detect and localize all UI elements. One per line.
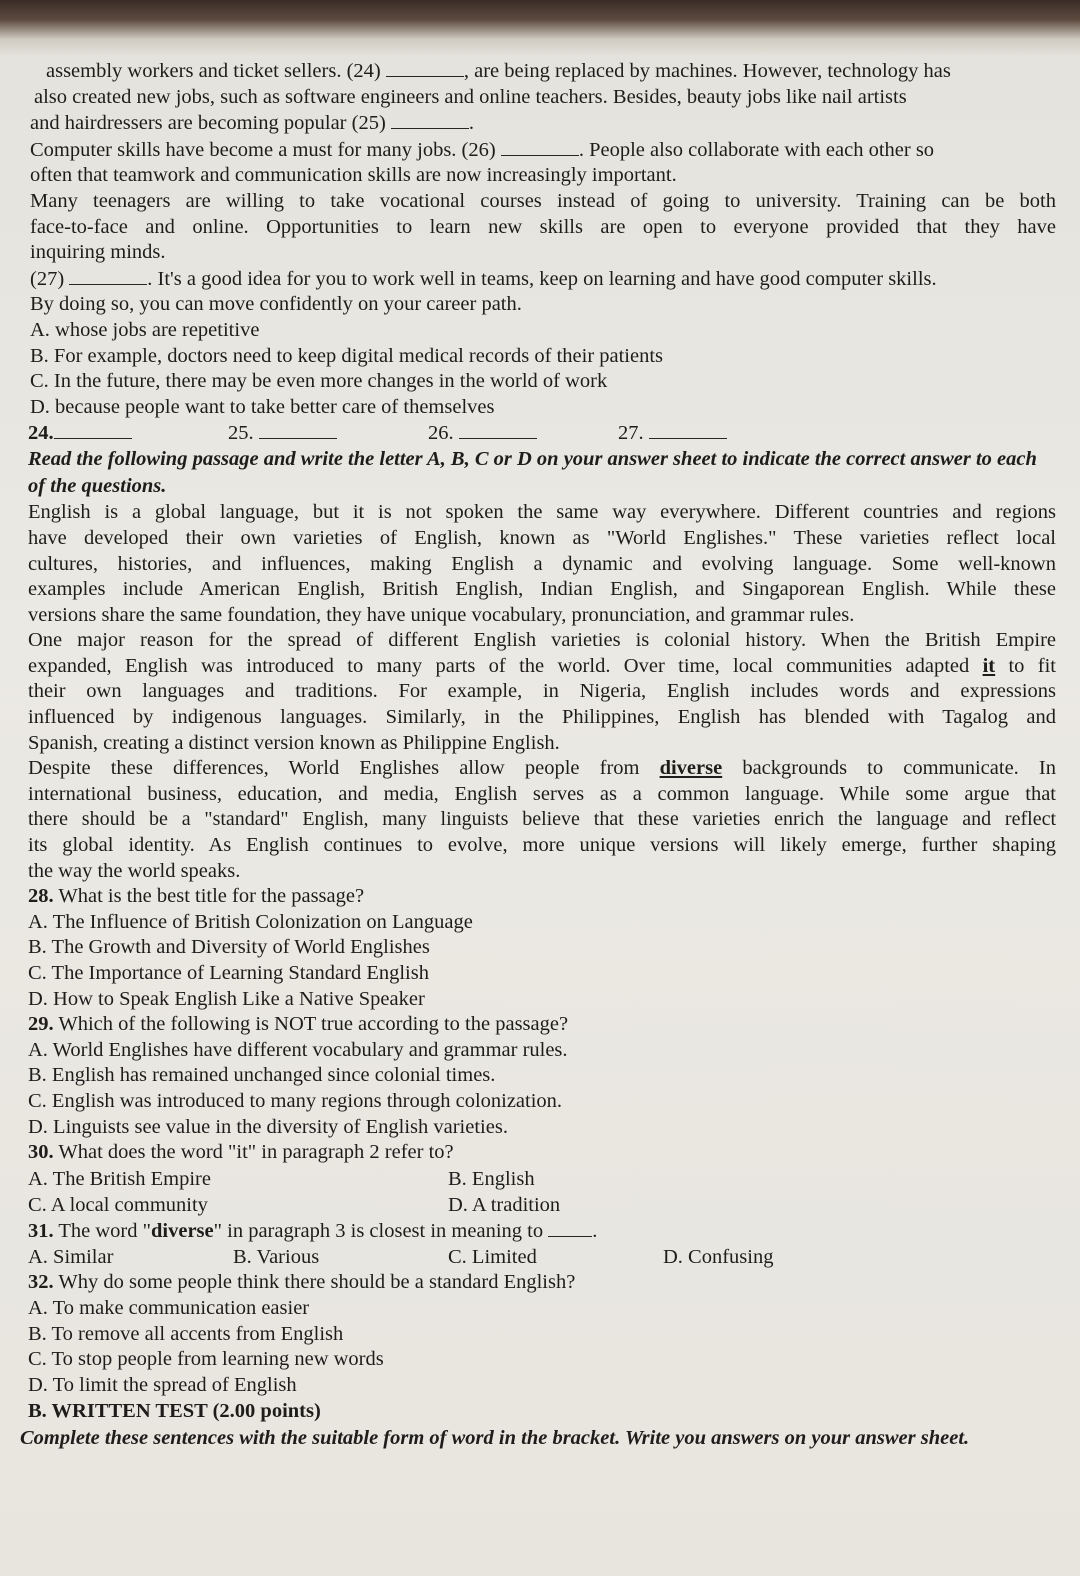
option-a[interactable]: A. Similar	[28, 1246, 114, 1269]
passage-line: face-to-face and online. Opportunities to learn new skills are open to everyone provided that they have	[30, 215, 1056, 238]
option-a[interactable]: A. To make communication easier	[28, 1296, 310, 1319]
underlined-word: it	[982, 654, 996, 677]
passage-line: Spanish, creating a distinct version known as Philippine English.	[28, 731, 560, 754]
option-b[interactable]: B. The Growth and Diversity of World Englishes	[28, 936, 430, 959]
passage-line: inquiring minds.	[30, 241, 166, 264]
option-d[interactable]: D. How to Speak English Like a Native Speaker	[28, 987, 425, 1010]
option-row	[28, 1244, 1056, 1270]
answer-blank-27[interactable]	[69, 266, 147, 285]
fill-option-c[interactable]: C. In the future, there may be even more changes in the world of work	[30, 370, 608, 393]
option-c[interactable]: C. English was introduced to many regions through colonization.	[28, 1089, 563, 1112]
fill-option-a[interactable]: A. whose jobs are repetitive	[30, 318, 260, 341]
question-30	[20, 1140, 1056, 1218]
passage-line: have developed their own varieties of English, known as "World Englishes." These varieties reflect local	[28, 526, 1056, 549]
passage-line	[28, 756, 1056, 782]
passage-line: there should be a "standard" English, many linguists believe that these varieties enrich the language and reflect	[28, 808, 1056, 831]
option-c[interactable]: C. The Importance of Learning Standard English	[28, 962, 429, 984]
reading-passage	[20, 500, 1056, 884]
passage-line	[28, 654, 1056, 680]
answer-input-25[interactable]	[259, 420, 337, 439]
option-c[interactable]: C. To stop people from learning new words	[28, 1348, 384, 1371]
underlined-word: diverse	[659, 757, 723, 780]
option-b[interactable]: B. Various	[233, 1246, 320, 1269]
answer-line: 24. 25. 26. 27.	[20, 420, 1056, 446]
passage-line: also created new jobs, such as software engineers and online teachers. Besides, beauty jobs like nail artists	[34, 85, 907, 108]
option-c[interactable]: C. Limited	[448, 1246, 537, 1269]
option-b[interactable]: B. English has remained unchanged since colonial times.	[28, 1064, 496, 1087]
reading-instruction: Read the following passage and write the letter A, B, C or D on your answer sheet to indicate the correct answer to each of the questions.	[28, 448, 1037, 498]
answer-blank-25[interactable]	[391, 110, 469, 129]
passage-text: backgrounds to communicate. In	[722, 757, 1056, 780]
passage-line-part	[28, 757, 1056, 779]
answer-input-27[interactable]	[649, 420, 727, 439]
question-stem: 31. The word "diverse" in paragraph 3 is closest in meaning to .	[28, 1219, 598, 1242]
fill-options	[20, 318, 1056, 420]
fill-option-b[interactable]: B. For example, doctors need to keep digital medical records of their patients	[30, 344, 664, 367]
answer-blank-31[interactable]	[548, 1218, 592, 1237]
option-a[interactable]: A. World Englishes have different vocabulary and grammar rules.	[28, 1038, 568, 1061]
question-stem: 32. Why do some people think there should be a standard English?	[28, 1271, 576, 1294]
passage-line: their own languages and traditions. For example, in Nigeria, English includes words and expressions	[28, 680, 1056, 703]
fill-option-d[interactable]: D. because people want to take better care of themselves	[30, 395, 495, 418]
passage-line-part	[28, 655, 1056, 677]
answer-blank-26[interactable]	[501, 137, 579, 156]
answer-input-24[interactable]	[54, 420, 132, 439]
option-row	[28, 1166, 1056, 1192]
passage-line: assembly workers and ticket sellers. (24) , are being replaced by machines. However, technology has	[46, 60, 951, 82]
question-32	[20, 1270, 1056, 1398]
passage-line: English is a global language, but it is not spoken the same way everywhere. Different countries and regions	[28, 501, 1056, 524]
option-d[interactable]: D. A tradition	[448, 1193, 561, 1216]
passage-line: international business, education, and media, English serves as a common language. While some argue that	[28, 782, 1056, 805]
question-31	[20, 1218, 1056, 1271]
passage-line: influenced by indigenous languages. Similarly, in the Philippines, English has blended with Tagalog and	[28, 706, 1056, 729]
answer-input-26[interactable]	[459, 420, 537, 439]
passage-text: to fit	[995, 654, 1056, 677]
section-b-instruction: Complete these sentences with the suitable form of word in the bracket. Write you answers on your answer sheet.	[20, 1427, 970, 1450]
question-28	[20, 884, 1056, 1012]
question-stem: 29. Which of the following is NOT true according to the passage?	[28, 1013, 569, 1036]
option-b[interactable]: B. To remove all accents from English	[28, 1322, 344, 1345]
question-29	[20, 1012, 1056, 1140]
passage-text: Despite these differences, World Englishes allow people from	[28, 757, 660, 780]
passage-line: the way the world speaks.	[28, 859, 241, 882]
passage-line: Many teenagers are willing to take vocational courses instead of going to university. Training can be both	[30, 189, 1056, 212]
passage-line: (27) . It's a good idea for you to work well in teams, keep on learning and have good computer skills.	[30, 267, 937, 290]
option-d[interactable]: D. To limit the spread of English	[28, 1373, 297, 1396]
passage-line: cultures, histories, and influences, making English a dynamic and evolving language. Some well-known	[28, 552, 1056, 575]
option-d[interactable]: D. Linguists see value in the diversity of English varieties.	[28, 1115, 508, 1138]
passage-line: Computer skills have become a must for many jobs. (26) . People also collaborate with each other so	[30, 138, 935, 161]
option-a[interactable]: A. The British Empire	[28, 1167, 211, 1190]
question-stem: 30. What does the word "it" in paragraph 2 refer to?	[28, 1141, 454, 1164]
answer-blank-24[interactable]	[386, 58, 464, 77]
passage-line: One major reason for the spread of different English varieties is colonial history. When the British Empire	[28, 629, 1056, 652]
option-d[interactable]: D. Confusing	[663, 1246, 774, 1269]
option-b[interactable]: B. English	[448, 1167, 535, 1190]
passage-text: expanded, English was introduced to many parts of the world. Over time, local communities adapted	[28, 654, 983, 677]
gap-fill-passage	[20, 58, 1056, 318]
passage-line: and hairdressers are becoming popular (25) .	[30, 112, 475, 135]
option-row	[28, 1192, 1056, 1218]
passage-line: its global identity. As English continues to evolve, more unique versions will likely emerge, further shaping	[28, 834, 1056, 857]
option-a[interactable]: A. The Influence of British Colonization on Language	[28, 910, 473, 933]
torn-page-edge	[0, 0, 1080, 56]
passage-line: examples include American English, British English, Indian English, and Singaporean English. While these	[28, 578, 1056, 601]
question-stem: 28. What is the best title for the passage?	[28, 885, 365, 908]
passage-line: By doing so, you can move confidently on your career path.	[30, 293, 522, 316]
passage-line: often that teamwork and communication skills are now increasingly important.	[30, 164, 677, 187]
passage-line: versions share the same foundation, they have unique vocabulary, pronunciation, and grammar rules.	[28, 603, 855, 626]
option-c[interactable]: C. A local community	[28, 1193, 208, 1216]
section-b-title: B. WRITTEN TEST (2.00 points)	[28, 1400, 321, 1423]
